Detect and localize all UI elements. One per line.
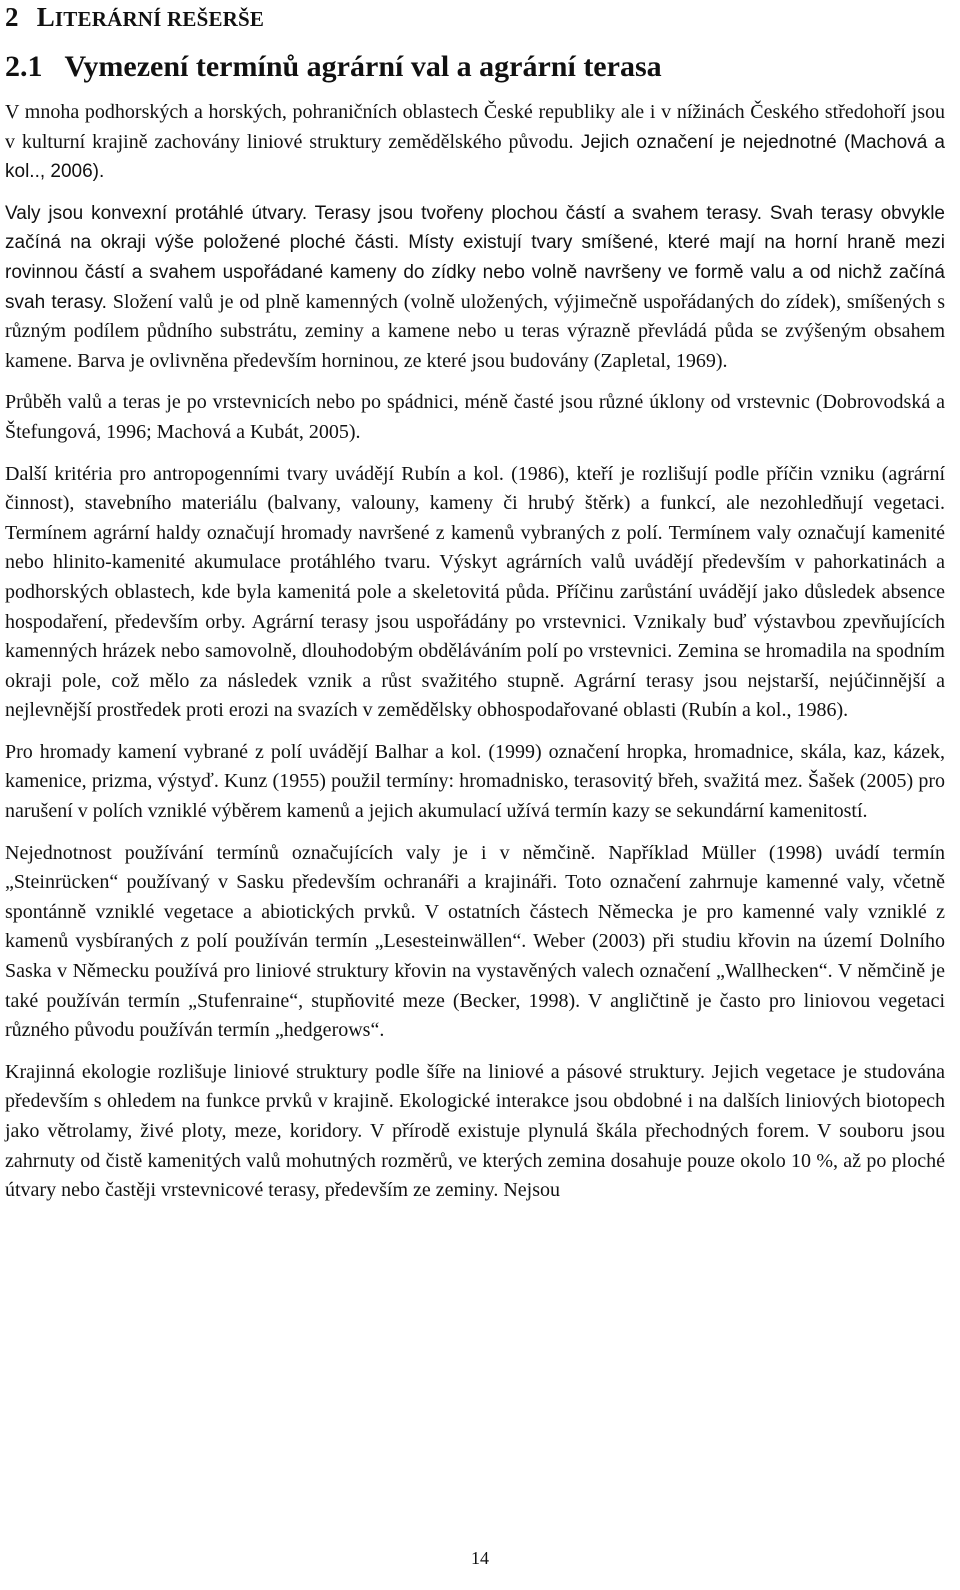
paragraph-intro [5,98,945,187]
section-title: Vymezení termínů agrární val a agrární terasa [64,50,662,83]
section-number: 2.1 [5,50,43,83]
paragraph-hromady: Pro hromady kamení vybrané z polí uvádějí Balhar a kol. (1999) označení hropka, hromadnice, skála, kaz, kázek, kamenice, prizma, výstyď. Kunz (1955) použil termíny: hromadnisko, terasovitý břeh, svažitá mez. Šašek (2005) pro narušení v polích vzniklé výběrem kamenů a jejich akumulací užívá termín kazy se sekundární kamenitostí. [5,740,945,823]
section-heading [5,50,662,84]
chapter-number: 2 [5,2,19,32]
chapter-heading [5,2,264,33]
paragraph-prubeh: Průběh valů a teras je po vrstevnicích nebo po spádnici, méně časté jsou různé úklony od vrstevnic (Dobrovodská a Štefungová, 1996; Machová a Kubát, 2005). [5,391,945,443]
page-number: 14 [471,1548,489,1568]
paragraph-kriteria: Další kritéria pro antropogenními tvary uvádějí Rubín a kol. (1986), kteří je rozlišují podle příčin vzniku (agrární činnost), stavebního materiálu (balvany, valouny, kameny či hrubý štěrk) a funkcí, ale nezohledňují vegetaci. Termínem agrární haldy označují hromady navršené z kamenů vybraných z polí. Termínem valy označují kamenité nebo hlinito-kamenité akumulace protáhlého tvaru. Výskyt agrárních valů uvádějí především v pahorkatinách a podhorských oblastech, kde byla kamenitá pole a skeletovitá půda. Příčinu zarůstání uvádějí jako důsledek absence hospodaření, především orby. Agrární terasy jsou uspořádány po vrstevnici. Vznikaly buď výstavbou zpevňujících kamenných hrázek nebo samovolně, dlouhodobým obděláváním polí po vrstevnici. Zemina se hromadila na spodním okraji pole, což mělo za následek vznik a růst svažitého stupně. Agrární terasy jsou nejstarší, nejúčinnější a nejlevnější prostředek proti erozi na svazích v zemědělsky obhospodařované oblasti (Rubín a kol., 1986). [5,462,945,722]
document-body [5,98,945,1206]
paragraph-nemcina: Nejednotnost používání termínů označujících valy je i v němčině. Například Müller (1998) uvádí termín „Steinrücken“ používaný v Sasku především ochranáři a krajináři. Toto označení zahrnuje kamenné valy, včetně spontánně vzniklé vegetace a abiotických prvků. V ostatních částech Německa je pro kamenné valy vzniklé z kamenů vysbíraných z polí používán termín „Lesesteinwällen“. Weber (2003) při studiu křovin na území Dolního Saska v Německu používá pro liniové struktury křovin na vystavěných valech označení „Wallhecken“. V němčině je také používán termín „Stufenraine“, stupňovité meze (Becker, 1998). V angličtině je často pro liniovou vegetaci různého původu používán termín „hedgerows“. [5,841,945,1042]
chapter-title-initial: L [36,2,55,32]
paragraph-valy-serif: Složení valů je od plně kamenných (volně uložených, výjimečně uspořádaných do zídek), smíšených s různým podílem půdního substrátu, zeminy a kamene nebo u teras výrazně převládá půda se zvýšeným obsahem kamene. Barva je ovlivněna především horninou, ze které jsou budovány (Zapletal, 1969). [5,290,945,372]
chapter-title-rest: ITERÁRNÍ REŠERŠE [54,7,265,31]
paragraph-valy [5,199,945,377]
paragraph-intro-text: V mnoha podhorských a horských, pohraničních oblastech České republiky ale i v nížinách Českého středohoří jsou v kulturní krajině zachovány liniové struktury zemědělského původu. [5,101,945,153]
paragraph-ekologie: Krajinná ekologie rozlišuje liniové struktury podle šíře na liniové a pásové struktury. Jejich vegetace je studována především s ohledem na funkce prvků v krajině. Ekologické interakce jsou obdobné i na dalších liniových biotopech jako větrolamy, živé ploty, meze, koridory. V přírodě existuje plynulá škála přechodných forem. V souboru jsou zahrnuty od čistě kamenitých valů mohutných rozměrů, ve kterých zemina dosahuje pouze okolo 10 %, až po ploché útvary nebo častěji vrstevnicové terasy, především ze zeminy. Nejsou [5,1060,945,1202]
paragraph-intro-sans: Jejich označení je nejednotné (Machová a kol.., 2006). [5,131,945,183]
paragraph-valy-sans: Valy jsou konvexní protáhlé útvary. Terasy jsou tvořeny plochou částí a svahem terasy. Svah terasy obvykle začíná na okraji výše položené ploché části. Místy existují tvary smíšené, které mají na horní hraně mezi rovinnou částí a svahem uspořádané kameny do zídky nebo volně navršeny ve formě valu a od nichž začíná svah terasy. [5,202,945,313]
